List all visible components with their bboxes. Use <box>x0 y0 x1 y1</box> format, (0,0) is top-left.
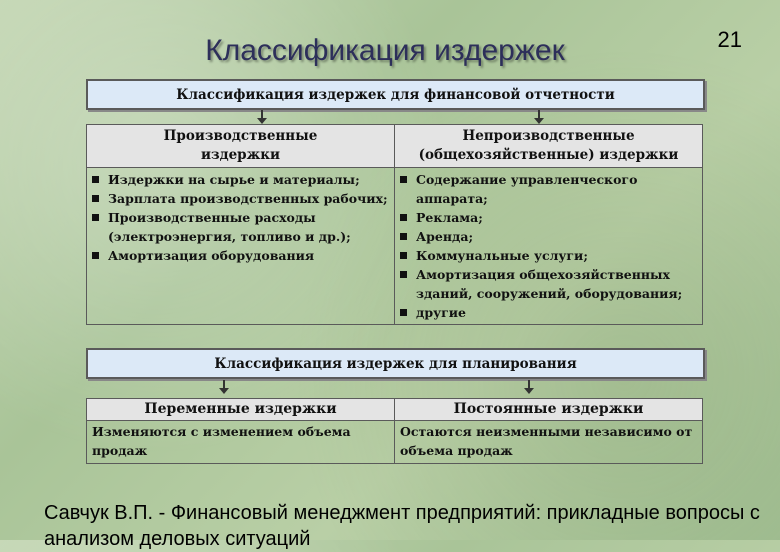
square-bullet-icon <box>92 252 99 259</box>
list-item: Амортизация оборудования <box>91 246 390 265</box>
list-item: Реклама; <box>399 208 698 227</box>
variable-costs-description: Изменяются с изменением объема продаж <box>87 421 395 464</box>
square-bullet-icon <box>400 271 407 278</box>
square-bullet-icon <box>92 195 99 202</box>
list-item: другие <box>399 303 698 322</box>
list-item: Производственные расходы (электроэнергия, топливо и др.); <box>91 208 390 246</box>
production-costs-list <box>87 168 395 325</box>
list-item: Издержки на сырье и материалы; <box>91 170 390 189</box>
square-bullet-icon <box>400 233 407 240</box>
arrow-down-icon <box>523 380 535 394</box>
list-item: Амортизация общехозяйственных зданий, сооружений, оборудования; <box>399 265 698 303</box>
arrow-down-icon <box>218 380 230 394</box>
planning-classification-table <box>86 398 703 464</box>
financial-classification-header: Классификация издержек для финансовой отчетности <box>86 79 705 110</box>
non-production-costs-heading: Непроизводственные (общехозяйственные) издержки <box>395 125 703 168</box>
fixed-costs-description: Остаются неизменными независимо от объема продаж <box>395 421 703 464</box>
variable-costs-heading: Переменные издержки <box>87 399 395 421</box>
arrow-down-icon <box>533 110 545 124</box>
slide-title: Классификация издержек <box>205 34 565 67</box>
arrow-down-icon <box>256 110 268 124</box>
list-item: Аренда; <box>399 227 698 246</box>
square-bullet-icon <box>400 252 407 259</box>
square-bullet-icon <box>92 176 99 183</box>
non-production-costs-list <box>395 168 703 325</box>
fixed-costs-heading: Постоянные издержки <box>395 399 703 421</box>
square-bullet-icon <box>400 309 407 316</box>
list-item: Содержание управленческого аппарата; <box>399 170 698 208</box>
list-item: Коммунальные услуги; <box>399 246 698 265</box>
slide-number: 21 <box>717 27 742 52</box>
source-citation: Савчук В.П. - Финансовый менеджмент предприятий: прикладные вопросы с анализом деловых ситуаций <box>44 502 760 550</box>
list-item: Зарплата производственных рабочих; <box>91 189 390 208</box>
production-costs-heading: Производственные издержки <box>87 125 395 168</box>
planning-classification-header: Классификация издержек для планирования <box>86 348 705 379</box>
financial-classification-table <box>86 124 703 325</box>
square-bullet-icon <box>400 214 407 221</box>
square-bullet-icon <box>92 214 99 221</box>
square-bullet-icon <box>400 176 407 183</box>
